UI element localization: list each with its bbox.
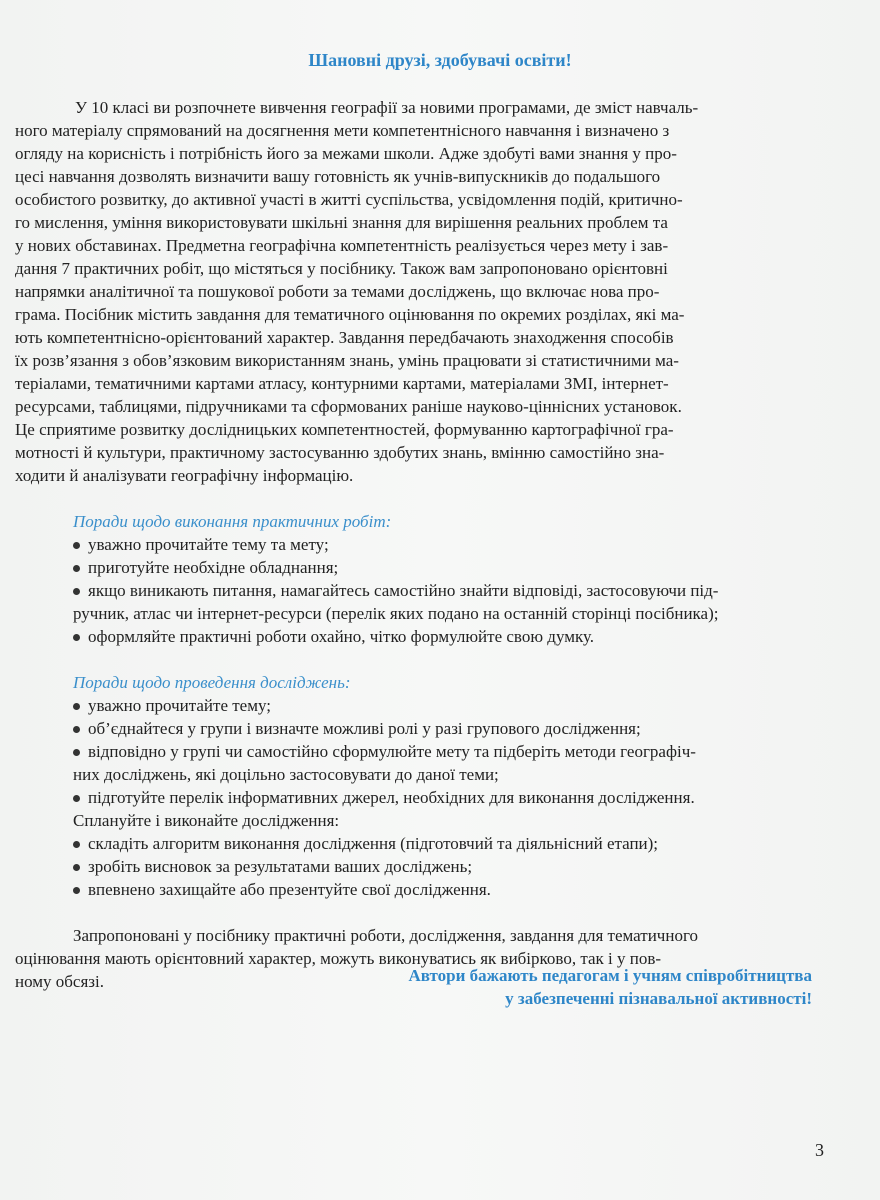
intro-line: ресурсами, таблицями, підручниками та сформованих раніше науково-ціннісних установок. [15, 397, 682, 416]
intro-line: огляду на корисність і потрібність його за межами школи. Адже здобуті вами знання у про- [15, 144, 677, 163]
list-item: складіть алгоритм виконання дослідження (підготовчий та діяльнісний етапи); [73, 832, 813, 855]
list-item: відповідно у групі чи самостійно сформулюйте мету та підберіть методи географіч- [73, 740, 813, 763]
intro-line: ходити й аналізувати географічну інформацію. [15, 466, 354, 485]
bullet-icon [73, 887, 80, 894]
research-heading: Поради щодо проведення досліджень: [73, 673, 351, 692]
intro-line: грама. Посібник містить завдання для тематичного оцінювання по окремих розділах, які ма- [15, 305, 685, 324]
page-number: 3 [815, 1140, 824, 1160]
list-item: приготуйте необхідне обладнання; [73, 556, 813, 579]
intro-line: особистого розвитку, до активної участі в житті суспільства, усвідомлення подій, критично- [15, 190, 683, 209]
bullet-icon [73, 749, 80, 756]
bullet-icon [73, 864, 80, 871]
list-item-continuation: Сплануйте і виконайте дослідження: [73, 811, 340, 830]
list-item: підготуйте перелік інформативних джерел, необхідних для виконання дослідження. [73, 786, 813, 809]
closing-line: ному обсязі. [15, 972, 104, 991]
body-text [15, 96, 813, 993]
intro-line: го мислення, уміння використовувати шкільні знання для вирішення реальних проблем та [15, 213, 668, 232]
signature-line: у забезпеченні пізнавальної активності! [505, 989, 812, 1008]
list-item: уважно прочитайте тему; [73, 694, 813, 717]
list-item: впевнено захищайте або презентуйте свої дослідження. [73, 878, 813, 901]
practical-heading: Поради щодо виконання практичних робіт: [73, 512, 392, 531]
list-item: оформляйте практичні роботи охайно, чітко формулюйте свою думку. [73, 625, 813, 648]
list-item: якщо виникають питання, намагайтесь самостійно знайти відповіді, застосовуючи під- [73, 579, 813, 602]
intro-line: дання 7 практичних робіт, що містяться у посібнику. Також вам запропоновано орієнтовні [15, 259, 668, 278]
bullet-icon [73, 726, 80, 733]
bullet-icon [73, 841, 80, 848]
bullet-icon [73, 565, 80, 572]
intro-paragraph [15, 96, 813, 487]
closing-line: оцінювання мають орієнтовний характер, можуть виконуватись як вибірково, так і у пов- [15, 949, 662, 968]
intro-line: теріалами, тематичними картами атласу, контурними картами, матеріалами ЗМІ, інтернет- [15, 374, 669, 393]
intro-line: у нових обставинах. Предметна географічна компетентність реалізується через мету і зав- [15, 236, 669, 255]
authors-signature [292, 964, 812, 1010]
intro-line: мотності й культури, практичному застосуванню здобутих знань, вмінню самостійно зна- [15, 443, 665, 462]
list-item-continuation: них досліджень, які доцільно застосовувати до даної теми; [73, 765, 499, 784]
bullet-icon [73, 634, 80, 641]
practical-list [73, 533, 813, 648]
bullet-icon [73, 795, 80, 802]
intro-line: їх розв’язання з обов’язковим використанням знань, умінь працювати зі статистичними ма- [15, 351, 679, 370]
intro-line: напрямки аналітичної та пошукової роботи за темами досліджень, що включає нова про- [15, 282, 660, 301]
list-item: уважно прочитайте тему та мету; [73, 533, 813, 556]
bullet-icon [73, 588, 80, 595]
list-item: об’єднайтеся у групи і визначте можливі ролі у разі групового дослідження; [73, 717, 813, 740]
intro-line: Це сприятиме розвитку дослідницьких компетентностей, формуванню картографічної гра- [15, 420, 674, 439]
intro-line: У 10 класі ви розпочнете вивчення географії за новими програмами, де зміст навчаль- [75, 98, 699, 117]
intro-line: ють компетентнісно-орієнтований характер. Завдання передбачають знаходження способів [15, 328, 674, 347]
intro-line: цесі навчання дозволять визначити вашу готовність як учнів-випускників до подальшого [15, 167, 661, 186]
closing-line: Запропоновані у посібнику практичні роботи, дослідження, завдання для тематичного [73, 926, 699, 945]
bullet-icon [73, 703, 80, 710]
research-list [73, 694, 813, 901]
bullet-icon [73, 542, 80, 549]
list-item: зробіть висновок за результатами ваших досліджень; [73, 855, 813, 878]
signature-line: Автори бажають педагогам і учням співробітництва [408, 966, 812, 985]
page-title: Шановні друзі, здобувачі освіти! [308, 50, 572, 70]
intro-line: ного матеріалу спрямований на досягнення мети компетентнісного навчання і визначено з [15, 121, 670, 140]
list-item-continuation: ручник, атлас чи інтернет-ресурси (перелік яких подано на останній сторінці посібника); [73, 604, 719, 623]
